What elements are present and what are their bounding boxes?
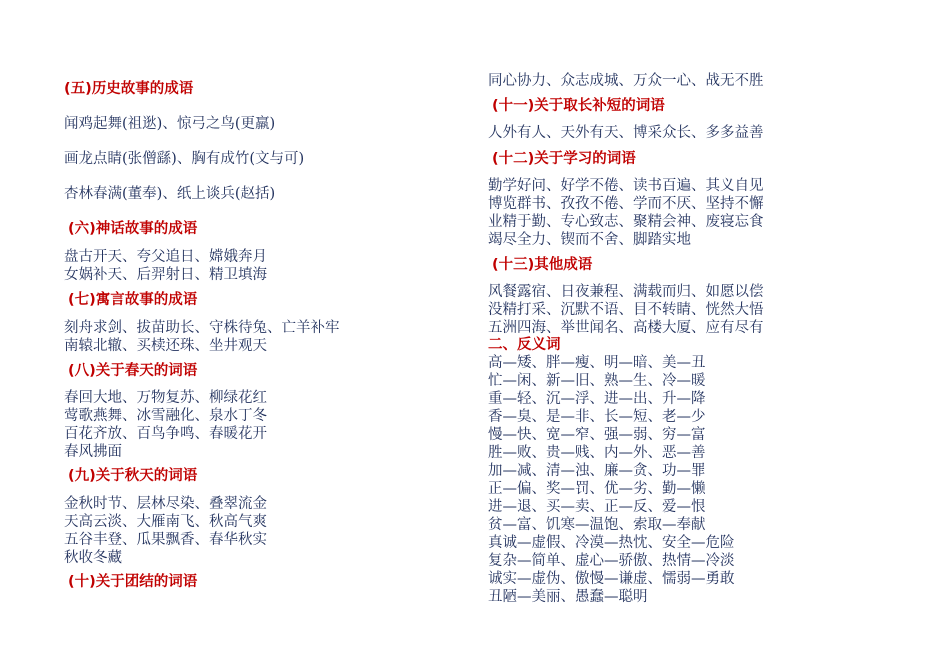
text-line: 金秋时节、层林尽染、叠翠流金: [64, 496, 267, 512]
text-line: 百花齐放、百鸟争鸣、春暖花开: [64, 426, 267, 442]
text-line: 勤学好问、好学不倦、读书百遍、其义自见: [488, 178, 764, 194]
section-heading-antonyms: 二、反义词: [488, 337, 561, 353]
text-line: 五谷丰登、瓜果飘香、春华秋实: [64, 532, 267, 548]
text-line: 高—矮、胖—瘦、明—暗、美—丑: [488, 355, 706, 371]
text-line: 盘古开天、夸父追日、嫦娥奔月: [64, 249, 267, 265]
text-line: 复杂—简单、虚心—骄傲、热情—冷淡: [488, 553, 735, 569]
text-line: 人外有人、天外有天、博采众长、多多益善: [488, 125, 764, 141]
text-line: 春回大地、万物复苏、柳绿花红: [64, 390, 267, 406]
text-line: 五洲四海、举世闻名、高楼大厦、应有尽有: [488, 320, 764, 336]
text-line: 进—退、买—卖、正—反、爱—恨: [488, 499, 706, 515]
text-line: 闻鸡起舞(祖逖)、惊弓之鸟(更羸): [64, 116, 276, 132]
text-line: 画龙点睛(张僧繇)、胸有成竹(文与可): [64, 151, 305, 167]
text-line: 香—臭、是—非、长—短、老—少: [488, 409, 706, 425]
text-line: 正—偏、奖—罚、优—劣、勤—懒: [488, 481, 706, 497]
text-line: 业精于勤、专心致志、聚精会神、废寝忘食: [488, 214, 764, 230]
section-heading-7: (七)寓言故事的成语: [68, 292, 198, 308]
text-line: 慢—快、宽—窄、强—弱、穷—富: [488, 427, 706, 443]
section-heading-9: (九)关于秋天的词语: [68, 468, 198, 484]
section-heading-12: (十二)关于学习的词语: [492, 151, 636, 167]
text-line: 加—减、清—浊、廉—贪、功—罪: [488, 463, 706, 479]
text-line: 没精打采、沉默不语、目不转睛、恍然大悟: [488, 302, 764, 318]
text-line: 真诚—虚假、冷漠—热忱、安全—危险: [488, 535, 735, 551]
text-line: 丑陋—美丽、愚蠢—聪明: [488, 589, 648, 605]
text-line: 天高云淡、大雁南飞、秋高气爽: [64, 514, 267, 530]
text-line: 竭尽全力、锲而不舍、脚踏实地: [488, 232, 691, 248]
text-line: 忙—闲、新—旧、熟—生、冷—暖: [488, 373, 706, 389]
text-line: 同心协力、众志成城、万众一心、战无不胜: [488, 73, 764, 89]
text-line: 杏林春满(董奉)、纸上谈兵(赵括): [64, 186, 276, 202]
section-heading-11: (十一)关于取长补短的词语: [492, 98, 665, 114]
text-line: 胜—败、贵—贱、内—外、恶—善: [488, 445, 706, 461]
text-line: 南辕北辙、买椟还珠、坐井观天: [64, 338, 267, 354]
text-line: 贫—富、饥寒—温饱、索取—奉献: [488, 517, 706, 533]
text-line: 女娲补天、后羿射日、精卫填海: [64, 267, 267, 283]
text-line: 春风拂面: [64, 444, 122, 460]
text-line: 刻舟求剑、拔苗助长、守株待兔、亡羊补牢: [64, 320, 340, 336]
section-heading-8: (八)关于春天的词语: [68, 363, 198, 379]
text-line: 莺歌燕舞、冰雪融化、泉水丁冬: [64, 408, 267, 424]
text-line: 秋收冬藏: [64, 550, 122, 566]
section-heading-5: (五)历史故事的成语: [64, 81, 194, 97]
section-heading-10: (十)关于团结的词语: [68, 574, 198, 590]
text-line: 博览群书、孜孜不倦、学而不厌、坚持不懈: [488, 196, 764, 212]
text-line: 诚实—虚伪、傲慢—谦虚、懦弱—勇敢: [488, 571, 735, 587]
section-heading-13: (十三)其他成语: [492, 257, 593, 273]
text-line: 风餐露宿、日夜兼程、满载而归、如愿以偿: [488, 284, 764, 300]
section-heading-6: (六)神话故事的成语: [68, 221, 198, 237]
text-line: 重—轻、沉—浮、进—出、升—降: [488, 391, 706, 407]
